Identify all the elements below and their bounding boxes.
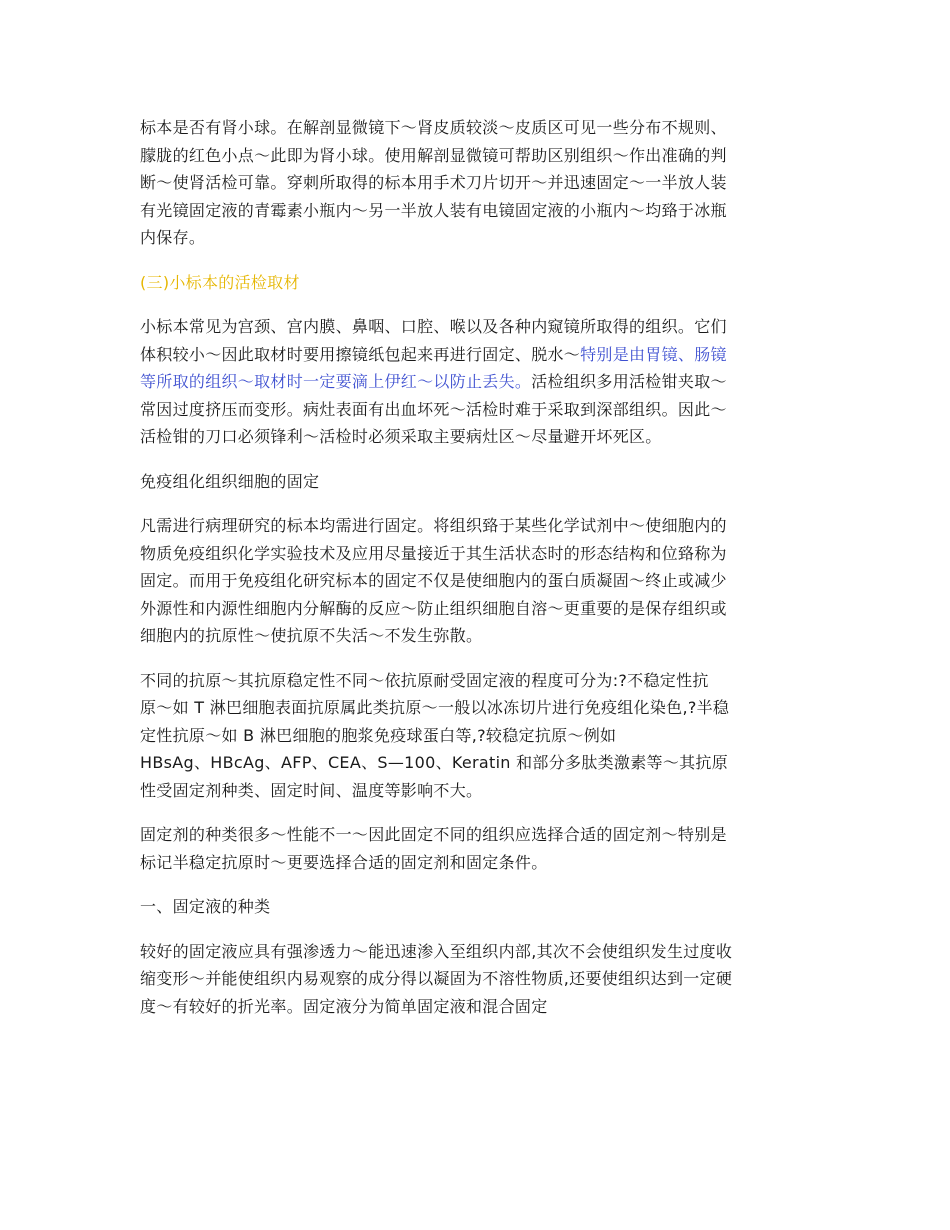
text-line: 有光镜固定液的青霉素小瓶内～另一半放人装有电镜固定液的小瓶内～均臵于冰瓶 — [140, 200, 727, 220]
text-segment: 体积较小～因此取材时要用擦镜纸包起来再进行固定、脱水～ — [140, 344, 581, 364]
text-line: 缩变形～并能使组织内易观察的成分得以凝固为不溶性物质,还要使组织达到一定硬 — [140, 969, 733, 988]
text-line — [140, 368, 812, 396]
text-line: 常因过度挤压而变形。病灶表面有出血坏死～活检时难于采取到深部组织。因此～ — [140, 399, 727, 419]
text-line: 度～有较好的折光率。固定液分为简单固定液和混合固定 — [140, 996, 548, 1016]
paragraph-small-specimen — [140, 313, 812, 451]
text-line: 内保存。 — [140, 228, 206, 247]
text-line: 标记半稳定抗原时～更要选择合适的固定剂和固定条件。 — [140, 852, 548, 872]
text-line: 凡需进行病理研究的标本均需进行固定。将组织臵于某些化学试剂中～使细胞内的 — [140, 516, 727, 535]
text-line: 原～如 T 淋巴细胞表面抗原属此类抗原～一般以冰冻切片进行免疫组化染色,?半稳 — [140, 698, 730, 717]
text-line: 固定。而用于免疫组化研究标本的固定不仅是使细胞内的蛋白质凝固～终止或减少 — [140, 571, 727, 590]
highlighted-text: 特别是由胃镜、肠镜 — [580, 344, 727, 364]
document-page — [140, 114, 812, 1037]
section-heading-fixative-types: 一、固定液的种类 — [140, 897, 271, 916]
paragraph-kidney-biopsy — [140, 114, 812, 252]
text-line — [140, 341, 812, 369]
paragraph-fixative-choice — [140, 821, 812, 876]
section-heading-fixation: 免疫组化组织细胞的固定 — [140, 471, 320, 491]
text-line: 朦胧的红色小点～此即为肾小球。使用解剖显微镜可帮助区别组织～作出准确的判 — [140, 145, 727, 165]
text-line: 性受固定剂种类、固定时间、温度等影响不大。 — [140, 780, 483, 800]
paragraph-fixative-properties — [140, 938, 812, 1021]
highlighted-text: 等所取的组织～取材时一定要滴上伊红～以防止丢失。 — [140, 372, 532, 391]
text-line: 不同的抗原～其抗原稳定性不同～依抗原耐受固定液的程度可分为:?不稳定性抗 — [140, 670, 709, 690]
text-line: 定性抗原～如 B 淋巴细胞的胞浆免疫球蛋白等,?较稳定抗原～例如 — [140, 725, 617, 745]
text-line: 物质免疫组织化学实验技术及应用尽量接近于其生活状态时的形态结构和位臵称为 — [140, 543, 727, 563]
section-heading-small-specimen: (三)小标本的活检取材 — [140, 272, 300, 292]
text-line: 断～使肾活检可靠。穿刺所取得的标本用手术刀片切开～并迅速固定～一半放人装 — [140, 173, 727, 192]
text-segment: 活检组织多用活检钳夹取～ — [531, 372, 727, 391]
text-line: 小标本常见为宫颈、宫内膜、鼻咽、口腔、喉以及各种内窥镜所取得的组织。它们 — [140, 317, 727, 336]
text-line: 固定剂的种类很多～性能不一～因此固定不同的组织应选择合适的固定剂～特别是 — [140, 825, 727, 844]
text-line: 较好的固定液应具有强渗透力～能迅速渗入至组织内部,其次不会使组织发生过度收 — [140, 941, 733, 961]
text-line: 标本是否有肾小球。在解剖显微镜下～肾皮质较淡～皮质区可见一些分布不规则、 — [140, 118, 727, 137]
text-line: 细胞内的抗原性～使抗原不失活～不发生弥散。 — [140, 626, 483, 645]
text-line: HBsAg、HBcAg、AFP、CEA、S—100、Keratin 和部分多肽类激素等～其抗原 — [140, 753, 729, 772]
text-line: 外源性和内源性细胞内分解酶的反应～防止组织细胞自溶～更重要的是保存组织或 — [140, 598, 727, 618]
paragraph-fixation-definition — [140, 512, 812, 650]
paragraph-antigen-stability — [140, 667, 812, 805]
text-line: 活检钳的刀口必须锋利～活检时必须采取主要病灶区～尽量避开坏死区。 — [140, 427, 662, 446]
